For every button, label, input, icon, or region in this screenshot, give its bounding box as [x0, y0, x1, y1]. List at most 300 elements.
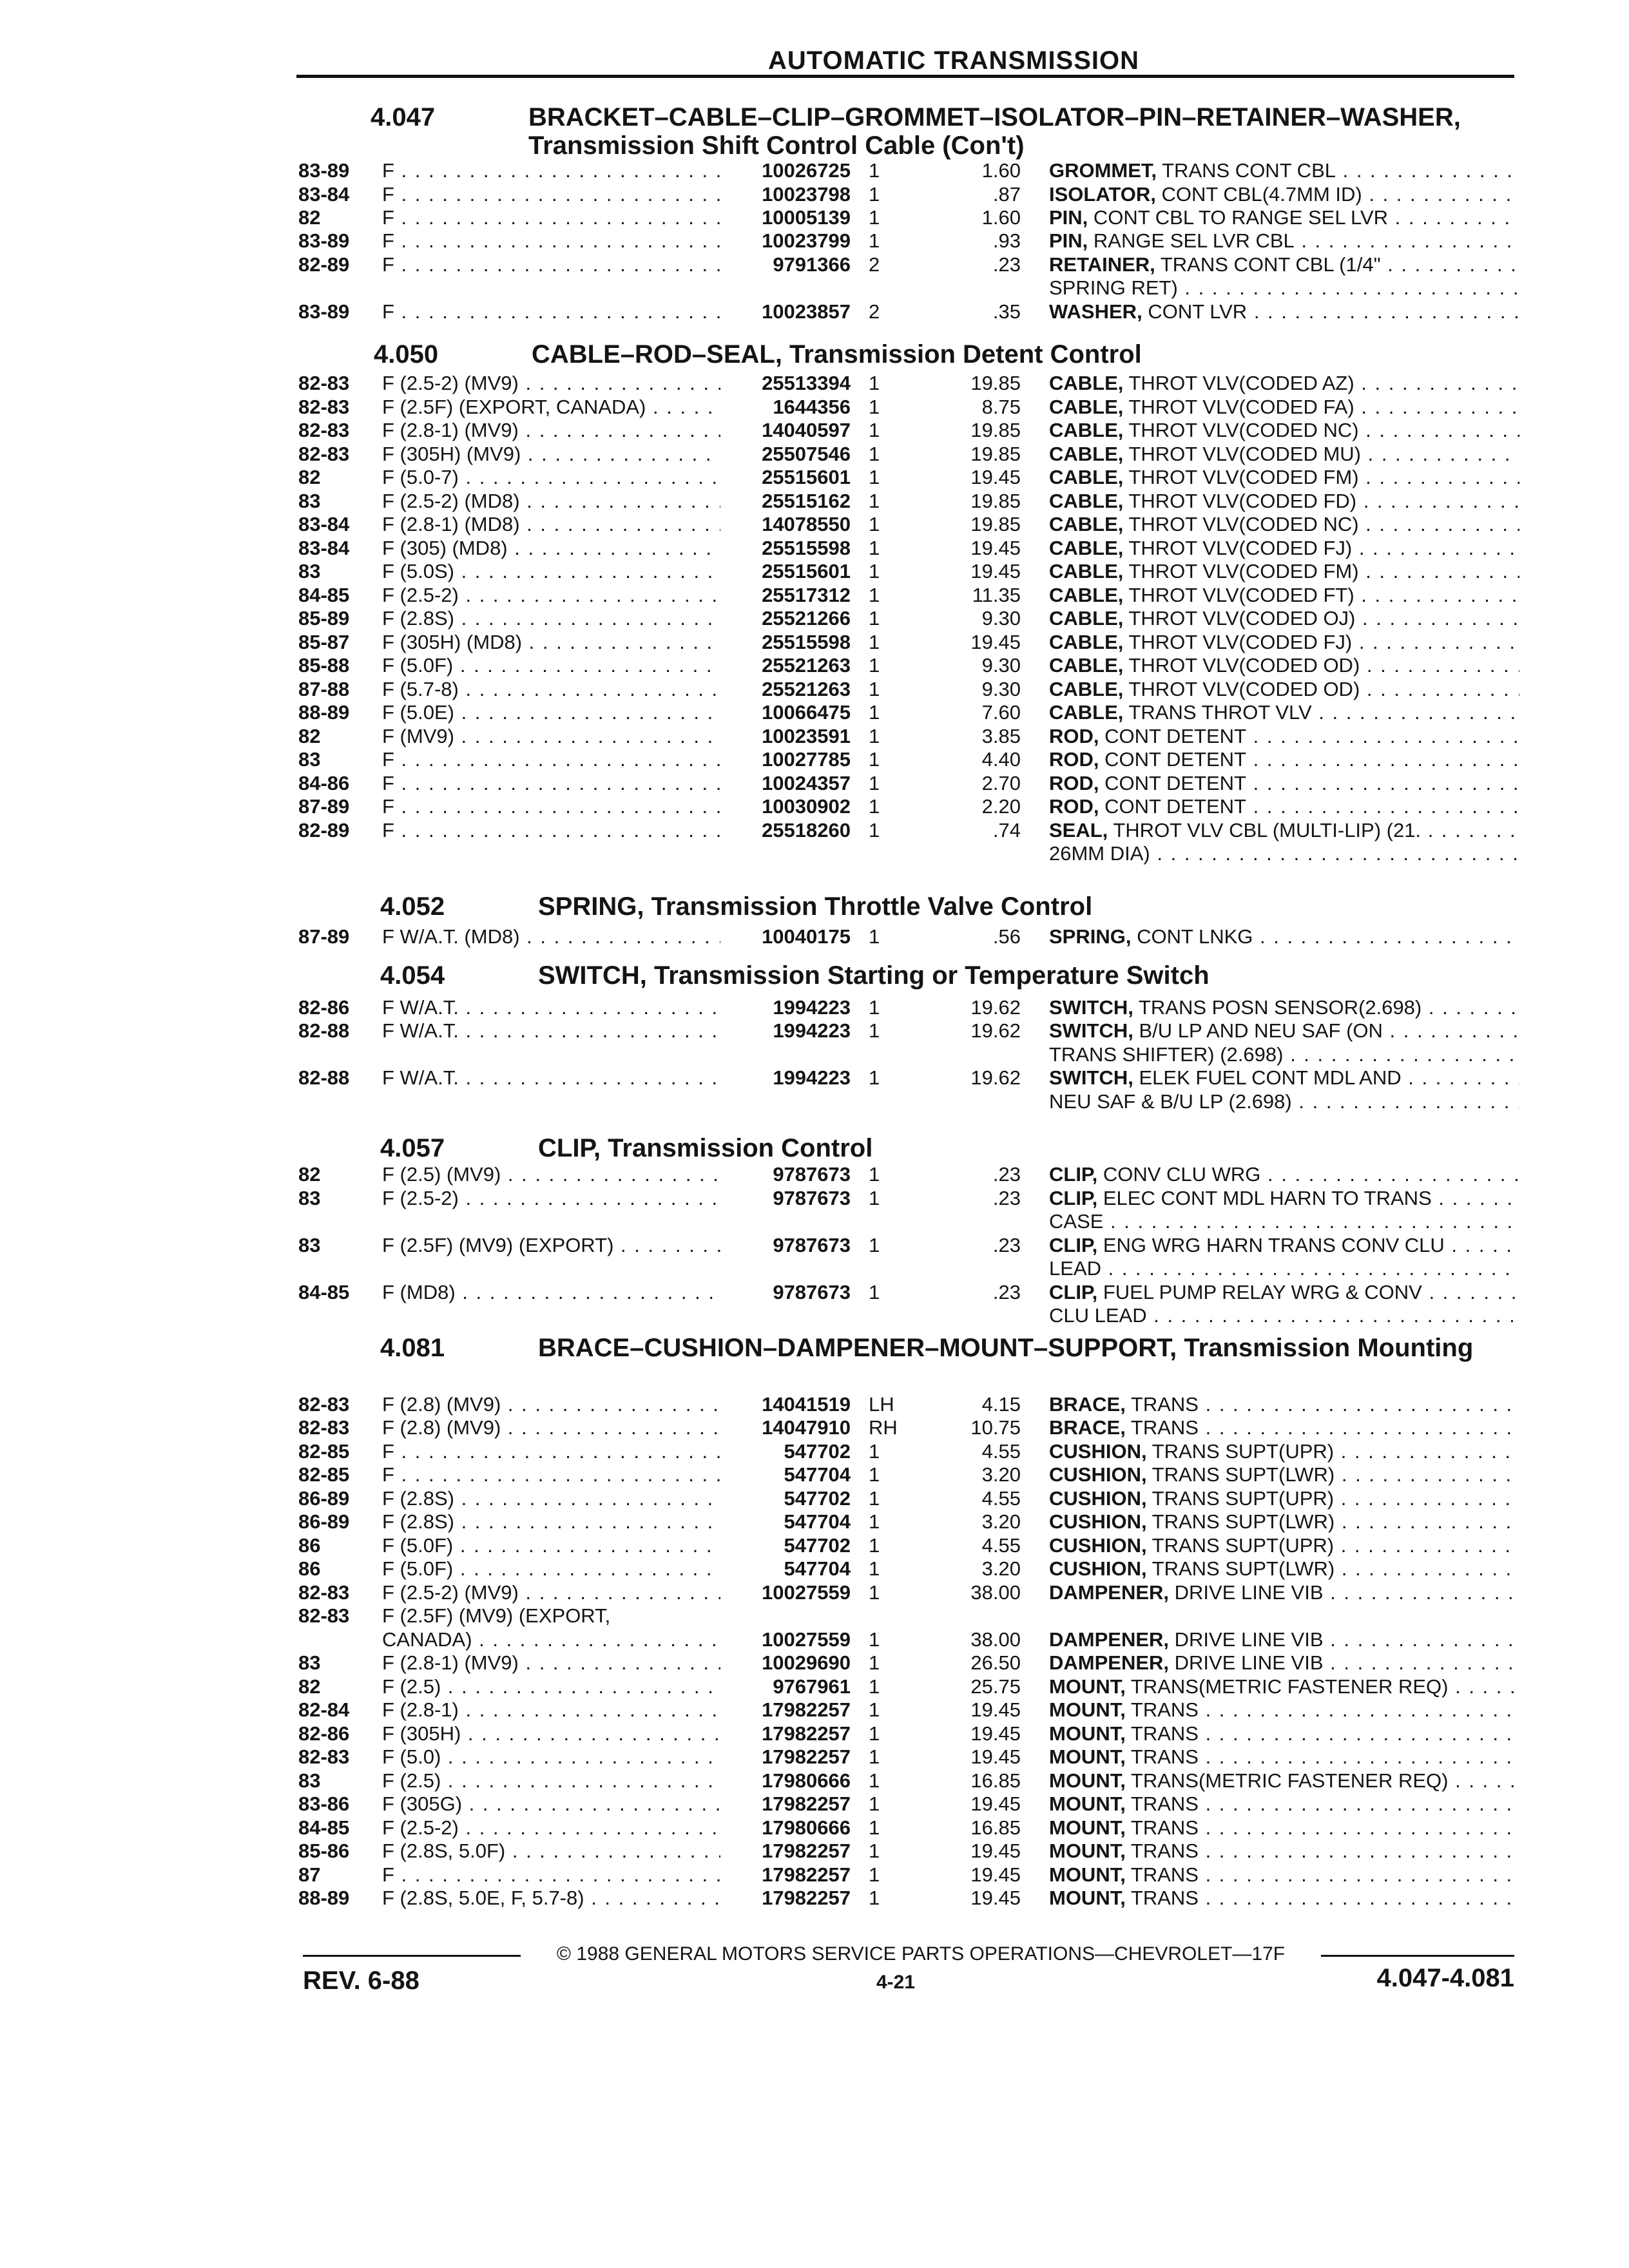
application: F . . . — [382, 772, 720, 795]
application: F (2.8-1) (MV9) . . . — [382, 419, 720, 442]
part-number: 10029690 — [762, 1651, 851, 1674]
part-number: 547704 — [784, 1510, 851, 1533]
description — [1049, 1792, 1519, 1816]
description — [1049, 1463, 1519, 1486]
model-years: 86 — [298, 1557, 321, 1580]
table-row — [0, 1416, 1629, 1439]
description-keyword: CUSHION, — [1049, 1463, 1147, 1486]
model-years: 82 — [298, 1163, 321, 1186]
part-number: 14078550 — [762, 513, 851, 535]
price: 3.20 — [981, 1463, 1021, 1486]
quantity: 1 — [869, 1863, 880, 1886]
description — [1049, 490, 1519, 513]
model-years: 83-89 — [298, 229, 350, 252]
table-row — [0, 206, 1629, 229]
description-text: CONT DETENT — [1104, 748, 1247, 771]
part-number: 9787673 — [773, 1281, 851, 1303]
description-text: TRANS SUPT(UPR) — [1152, 1487, 1335, 1510]
quantity: 1 — [869, 443, 880, 465]
price: 19.85 — [970, 443, 1021, 465]
description-keyword: CLIP, — [1049, 1234, 1098, 1256]
quantity: RH — [869, 1416, 898, 1439]
description-text: THROT VLV(CODED FM) — [1128, 560, 1359, 582]
quantity: 1 — [869, 631, 880, 653]
description-text: TRANS SUPT(LWR) — [1152, 1510, 1335, 1533]
description-keyword: MOUNT, — [1049, 1722, 1126, 1745]
price: .23 — [992, 253, 1021, 276]
table-row — [0, 772, 1629, 795]
footer-rule-right — [1321, 1955, 1514, 1957]
description-text: TRANS — [1130, 1745, 1199, 1768]
table-row — [0, 372, 1629, 395]
description-keyword: CABLE, — [1049, 631, 1124, 653]
description — [1049, 1210, 1519, 1233]
model-years: 82-88 — [298, 1066, 350, 1089]
description-keyword: CABLE, — [1049, 560, 1124, 582]
description-text: THROT VLV(CODED FJ) — [1128, 537, 1353, 559]
description-keyword: CABLE, — [1049, 607, 1124, 629]
table-row — [0, 396, 1629, 419]
model-years: 82-89 — [298, 819, 350, 841]
description-text: CONT CBL TO RANGE SEL LVR — [1093, 206, 1389, 229]
part-number: 25507546 — [762, 443, 851, 465]
description-text: TRANS — [1130, 1863, 1199, 1886]
description-text: TRANS — [1130, 1792, 1199, 1815]
model-years: 82 — [298, 1675, 321, 1698]
quantity: 1 — [869, 1463, 880, 1486]
model-years: 82 — [298, 206, 321, 229]
description-text: FUEL PUMP RELAY WRG & CONV — [1103, 1281, 1422, 1303]
model-years: 82-83 — [298, 1745, 350, 1768]
description-text: DRIVE LINE VIB — [1174, 1628, 1324, 1651]
table-row — [0, 925, 1629, 948]
table-row — [0, 1816, 1629, 1840]
model-years: 85-86 — [298, 1840, 350, 1862]
quantity: 1 — [869, 678, 880, 700]
description-text: CONT DETENT — [1104, 795, 1247, 818]
footer-rule-left — [303, 1955, 521, 1957]
part-number: 25515598 — [762, 631, 851, 653]
model-years: 87-88 — [298, 678, 350, 700]
description-text: CONT CBL(4.7MM ID) — [1161, 183, 1362, 206]
price: 3.85 — [981, 725, 1021, 747]
description-text: TRANS CONT CBL (1/4" — [1160, 253, 1381, 276]
application: F (2.8-1) (MD8) . . . — [382, 513, 720, 536]
model-years: 83 — [298, 1187, 321, 1209]
description-keyword: ISOLATOR, — [1049, 183, 1156, 206]
description-keyword: SPRING, — [1049, 925, 1132, 948]
table-row — [0, 1581, 1629, 1604]
description-keyword: WASHER, — [1049, 300, 1142, 323]
description-text: THROT VLV(CODED FD) — [1128, 490, 1357, 512]
description — [1049, 1651, 1519, 1675]
part-number: 10023799 — [762, 229, 851, 252]
part-number: 10023798 — [762, 183, 851, 206]
section-title: BRACE–CUSHION–DAMPENER–MOUNT–SUPPORT, Transmission Mounting — [538, 1334, 1474, 1362]
part-number: 17982257 — [762, 1887, 851, 1909]
table-row — [0, 1066, 1629, 1090]
description-text: CASE — [1049, 1210, 1104, 1233]
description-keyword: SWITCH, — [1049, 1019, 1133, 1042]
application: F (2.5) (MV9) . . . — [382, 1163, 720, 1186]
description — [1049, 1722, 1519, 1745]
description — [1049, 537, 1519, 560]
part-number: 9787673 — [773, 1234, 851, 1256]
description-keyword: SEAL, — [1049, 819, 1108, 841]
description-text: TRANS — [1130, 1840, 1199, 1862]
description-keyword: ROD, — [1049, 772, 1099, 794]
description-text: THROT VLV(CODED FA) — [1128, 396, 1354, 418]
description-text: TRANS(METRIC FASTENER REQ) — [1130, 1769, 1449, 1792]
description-text: RANGE SEL LVR CBL — [1093, 229, 1295, 252]
part-number: 547704 — [784, 1463, 851, 1486]
description — [1049, 1487, 1519, 1510]
description — [1049, 772, 1519, 795]
description — [1049, 1769, 1519, 1792]
description-keyword: RETAINER, — [1049, 253, 1155, 276]
section-number: 4.047 — [371, 103, 436, 131]
description — [1049, 443, 1519, 466]
model-years: 86-89 — [298, 1510, 350, 1533]
model-years: 83-86 — [298, 1792, 350, 1815]
section-number: 4.052 — [380, 892, 445, 921]
price: 4.55 — [981, 1487, 1021, 1510]
part-number: 10023857 — [762, 300, 851, 323]
table-row — [0, 1187, 1629, 1210]
description-text: THROT VLV(CODED FT) — [1128, 584, 1354, 606]
application: F (305H) (MV9) . . . — [382, 443, 720, 466]
model-years: 82-88 — [298, 1019, 350, 1042]
description-keyword: CLIP, — [1049, 1187, 1098, 1209]
description-keyword: CUSHION, — [1049, 1557, 1147, 1580]
price: 10.75 — [970, 1416, 1021, 1439]
description-text: TRANS — [1130, 1887, 1199, 1909]
part-number: 9791366 — [773, 253, 851, 276]
quantity: 1 — [869, 607, 880, 629]
table-row — [0, 183, 1629, 206]
table-row — [0, 560, 1629, 583]
price: 8.75 — [981, 396, 1021, 418]
quantity: 1 — [869, 1698, 880, 1721]
part-number: 10027785 — [762, 748, 851, 771]
quantity: 1 — [869, 1234, 880, 1256]
description-keyword: CABLE, — [1049, 466, 1124, 488]
description — [1049, 1257, 1519, 1280]
section-number: 4.057 — [380, 1134, 445, 1162]
table-row — [0, 1281, 1629, 1304]
application: F . . . — [382, 1463, 720, 1486]
model-years: 82 — [298, 725, 321, 747]
model-years: 86-89 — [298, 1487, 350, 1510]
model-years: 88-89 — [298, 701, 350, 724]
description — [1049, 725, 1519, 748]
description-text: NEU SAF & B/U LP (2.698) — [1049, 1090, 1292, 1113]
price: 19.62 — [970, 996, 1021, 1019]
application: F . . . — [382, 300, 720, 323]
description — [1049, 560, 1519, 583]
price: 2.70 — [981, 772, 1021, 794]
table-row — [0, 1234, 1629, 1257]
price: 19.45 — [970, 1863, 1021, 1886]
quantity: 1 — [869, 748, 880, 771]
application: F (5.0) . . . — [382, 1745, 720, 1769]
description-keyword: MOUNT, — [1049, 1769, 1126, 1792]
model-years: 83 — [298, 748, 321, 771]
part-number: 25518260 — [762, 819, 851, 841]
description-text: DRIVE LINE VIB — [1174, 1651, 1324, 1674]
application: F (2.8S, 5.0E, F, 5.7-8) . . . — [382, 1887, 720, 1910]
price: 19.85 — [970, 490, 1021, 512]
quantity: 1 — [869, 1066, 880, 1089]
part-number: 547702 — [784, 1440, 851, 1463]
description-text: LEAD — [1049, 1257, 1101, 1280]
description-text: THROT VLV(CODED AZ) — [1128, 372, 1354, 394]
part-number: 9767961 — [773, 1675, 851, 1698]
description-keyword: MOUNT, — [1049, 1745, 1126, 1768]
price: 16.85 — [970, 1816, 1021, 1839]
description-text: THROT VLV(CODED OD) — [1128, 678, 1360, 700]
application: F W/A.T. . . . — [382, 1066, 720, 1090]
description — [1049, 513, 1519, 536]
model-years: 82-89 — [298, 253, 350, 276]
part-number: 17980666 — [762, 1769, 851, 1792]
description-text: TRANS SUPT(LWR) — [1152, 1557, 1335, 1580]
description-keyword: CUSHION, — [1049, 1440, 1147, 1463]
description — [1049, 396, 1519, 419]
description-keyword: MOUNT, — [1049, 1698, 1126, 1721]
application: F (2.5-2) . . . — [382, 1187, 720, 1210]
application: F (2.5) . . . — [382, 1675, 720, 1698]
model-years: 88-89 — [298, 1887, 350, 1909]
part-number: 1994223 — [773, 996, 851, 1019]
table-row — [0, 229, 1629, 253]
application: F W/A.T. (MD8) . . . — [382, 925, 720, 948]
table-row — [0, 537, 1629, 560]
application: F (2.5F) (MV9) (EXPORT) . . . — [382, 1234, 720, 1257]
model-years: 82-83 — [298, 1393, 350, 1416]
price: .93 — [992, 229, 1021, 252]
model-years: 83 — [298, 1769, 321, 1792]
table-row — [0, 819, 1629, 842]
table-row — [0, 795, 1629, 818]
part-number: 547702 — [784, 1487, 851, 1510]
description-text: ELEC CONT MDL HARN TO TRANS — [1103, 1187, 1432, 1209]
description-text: TRANS SUPT(LWR) — [1152, 1463, 1335, 1486]
part-number: 10030902 — [762, 795, 851, 818]
description — [1049, 607, 1519, 630]
model-years: 83 — [298, 490, 321, 512]
quantity: 1 — [869, 560, 880, 582]
section-title: CABLE–ROD–SEAL, Transmission Detent Control — [532, 340, 1142, 369]
part-number: 10005139 — [762, 206, 851, 229]
description — [1049, 1187, 1519, 1210]
price: 3.20 — [981, 1557, 1021, 1580]
description — [1049, 419, 1519, 442]
quantity: 1 — [869, 1534, 880, 1557]
description-text: 26MM DIA) — [1049, 842, 1150, 865]
model-years: 87-89 — [298, 795, 350, 818]
description-keyword: MOUNT, — [1049, 1816, 1126, 1839]
description-keyword: CABLE, — [1049, 419, 1124, 441]
quantity: 1 — [869, 654, 880, 677]
description-keyword: ROD, — [1049, 725, 1099, 747]
model-years: 83-89 — [298, 300, 350, 323]
quantity: LH — [869, 1393, 894, 1416]
table-row — [0, 276, 1629, 300]
description — [1049, 1557, 1519, 1581]
table-row — [0, 1487, 1629, 1510]
price: 9.30 — [981, 678, 1021, 700]
table-row — [0, 513, 1629, 536]
model-years: 84-85 — [298, 1281, 350, 1303]
description-text: THROT VLV CBL (MULTI-LIP) (21. — [1113, 819, 1422, 841]
description-text: THROT VLV(CODED NC) — [1128, 513, 1359, 535]
description — [1049, 276, 1519, 300]
description — [1049, 1393, 1519, 1416]
description-keyword: PIN, — [1049, 229, 1088, 252]
application: CANADA) . . . — [382, 1628, 720, 1651]
quantity: 1 — [869, 1792, 880, 1815]
price: 19.45 — [970, 1792, 1021, 1815]
description — [1049, 584, 1519, 607]
table-row — [0, 490, 1629, 513]
description-keyword: CABLE, — [1049, 513, 1124, 535]
model-years: 82-85 — [298, 1463, 350, 1486]
price: 19.62 — [970, 1066, 1021, 1089]
model-years: 82-86 — [298, 1722, 350, 1745]
description-text: CONT LNKG — [1137, 925, 1253, 948]
application: F (5.0E) . . . — [382, 701, 720, 724]
price: 25.75 — [970, 1675, 1021, 1698]
description-keyword: CUSHION, — [1049, 1534, 1147, 1557]
quantity: 1 — [869, 372, 880, 394]
price: 19.85 — [970, 372, 1021, 394]
model-years: 82-83 — [298, 1416, 350, 1439]
table-row — [0, 1792, 1629, 1816]
table-row — [0, 1463, 1629, 1486]
application: F (MD8) . . . — [382, 1281, 720, 1304]
part-number: 17980666 — [762, 1816, 851, 1839]
table-row — [0, 1887, 1629, 1910]
price: .35 — [992, 300, 1021, 323]
table-row — [0, 1440, 1629, 1463]
quantity: 1 — [869, 725, 880, 747]
table-row — [0, 443, 1629, 466]
model-years: 84-85 — [298, 584, 350, 606]
quantity: 1 — [869, 1487, 880, 1510]
price: 19.45 — [970, 1745, 1021, 1768]
description — [1049, 654, 1519, 677]
model-years: 83-89 — [298, 159, 350, 182]
description-keyword: MOUNT, — [1049, 1840, 1126, 1862]
part-number: 25521266 — [762, 607, 851, 629]
price: 9.30 — [981, 607, 1021, 629]
price: .23 — [992, 1163, 1021, 1186]
application: F (305) (MD8) . . . — [382, 537, 720, 560]
application: F (2.5-2) (MV9) . . . — [382, 372, 720, 395]
application: F (305H) . . . — [382, 1722, 720, 1745]
price: 19.45 — [970, 1840, 1021, 1862]
section-number: 4.054 — [380, 961, 445, 990]
quantity: 1 — [869, 1281, 880, 1303]
quantity: 2 — [869, 300, 880, 323]
model-years: 87 — [298, 1863, 321, 1886]
model-years: 82-83 — [298, 419, 350, 441]
description — [1049, 1534, 1519, 1557]
model-years: 84-86 — [298, 772, 350, 794]
quantity: 1 — [869, 1675, 880, 1698]
model-years: 86 — [298, 1534, 321, 1557]
price: 19.45 — [970, 631, 1021, 653]
description-keyword: PIN, — [1049, 206, 1088, 229]
description — [1049, 678, 1519, 701]
price: 7.60 — [981, 701, 1021, 724]
description — [1049, 925, 1519, 948]
quantity: 1 — [869, 1651, 880, 1674]
price: 19.45 — [970, 1722, 1021, 1745]
application: F (2.8) (MV9) . . . — [382, 1416, 720, 1439]
description — [1049, 1440, 1519, 1463]
description-text: CONV CLU WRG — [1103, 1163, 1261, 1186]
application: F . . . — [382, 159, 720, 182]
model-years: 83-84 — [298, 537, 350, 559]
description — [1049, 1234, 1519, 1257]
description-keyword: CABLE, — [1049, 537, 1124, 559]
price: 26.50 — [970, 1651, 1021, 1674]
price: 4.55 — [981, 1534, 1021, 1557]
quantity: 1 — [869, 1769, 880, 1792]
quantity: 1 — [869, 1722, 880, 1745]
description-text: TRANS SUPT(UPR) — [1152, 1440, 1335, 1463]
description-keyword: BRACE, — [1049, 1393, 1126, 1416]
description-text: THROT VLV(CODED FM) — [1128, 466, 1359, 488]
table-row — [0, 654, 1629, 677]
description-text: ELEK FUEL CONT MDL AND — [1139, 1066, 1402, 1089]
table-row — [0, 1722, 1629, 1745]
quantity: 1 — [869, 419, 880, 441]
price: .74 — [992, 819, 1021, 841]
section-range: 4.047-4.081 — [1376, 1964, 1514, 1992]
description — [1049, 842, 1519, 865]
section-title: CLIP, Transmission Control — [538, 1134, 873, 1162]
part-number: 547702 — [784, 1534, 851, 1557]
price: 3.20 — [981, 1510, 1021, 1533]
part-number: 10040175 — [762, 925, 851, 948]
model-years: 83 — [298, 560, 321, 582]
quantity: 2 — [869, 253, 880, 276]
price: 19.45 — [970, 537, 1021, 559]
description-keyword: CUSHION, — [1049, 1487, 1147, 1510]
price: 38.00 — [970, 1581, 1021, 1604]
description-text: THROT VLV(CODED OJ) — [1128, 607, 1356, 629]
description-keyword: CABLE, — [1049, 584, 1124, 606]
description — [1049, 996, 1519, 1019]
part-number: 17982257 — [762, 1840, 851, 1862]
page-title: AUTOMATIC TRANSMISSION — [767, 46, 1140, 75]
part-number: 14047910 — [762, 1416, 851, 1439]
description — [1049, 253, 1519, 276]
model-years: 82-83 — [298, 1604, 350, 1627]
model-years: 85-89 — [298, 607, 350, 629]
description-keyword: CABLE, — [1049, 701, 1124, 724]
quantity: 1 — [869, 1887, 880, 1909]
price: .23 — [992, 1234, 1021, 1256]
description-text: CONT DETENT — [1104, 772, 1247, 794]
description-text: TRANS POSN SENSOR(2.698) — [1138, 996, 1422, 1019]
model-years: 83-84 — [298, 513, 350, 535]
table-row — [0, 748, 1629, 771]
model-years: 82-86 — [298, 996, 350, 1019]
